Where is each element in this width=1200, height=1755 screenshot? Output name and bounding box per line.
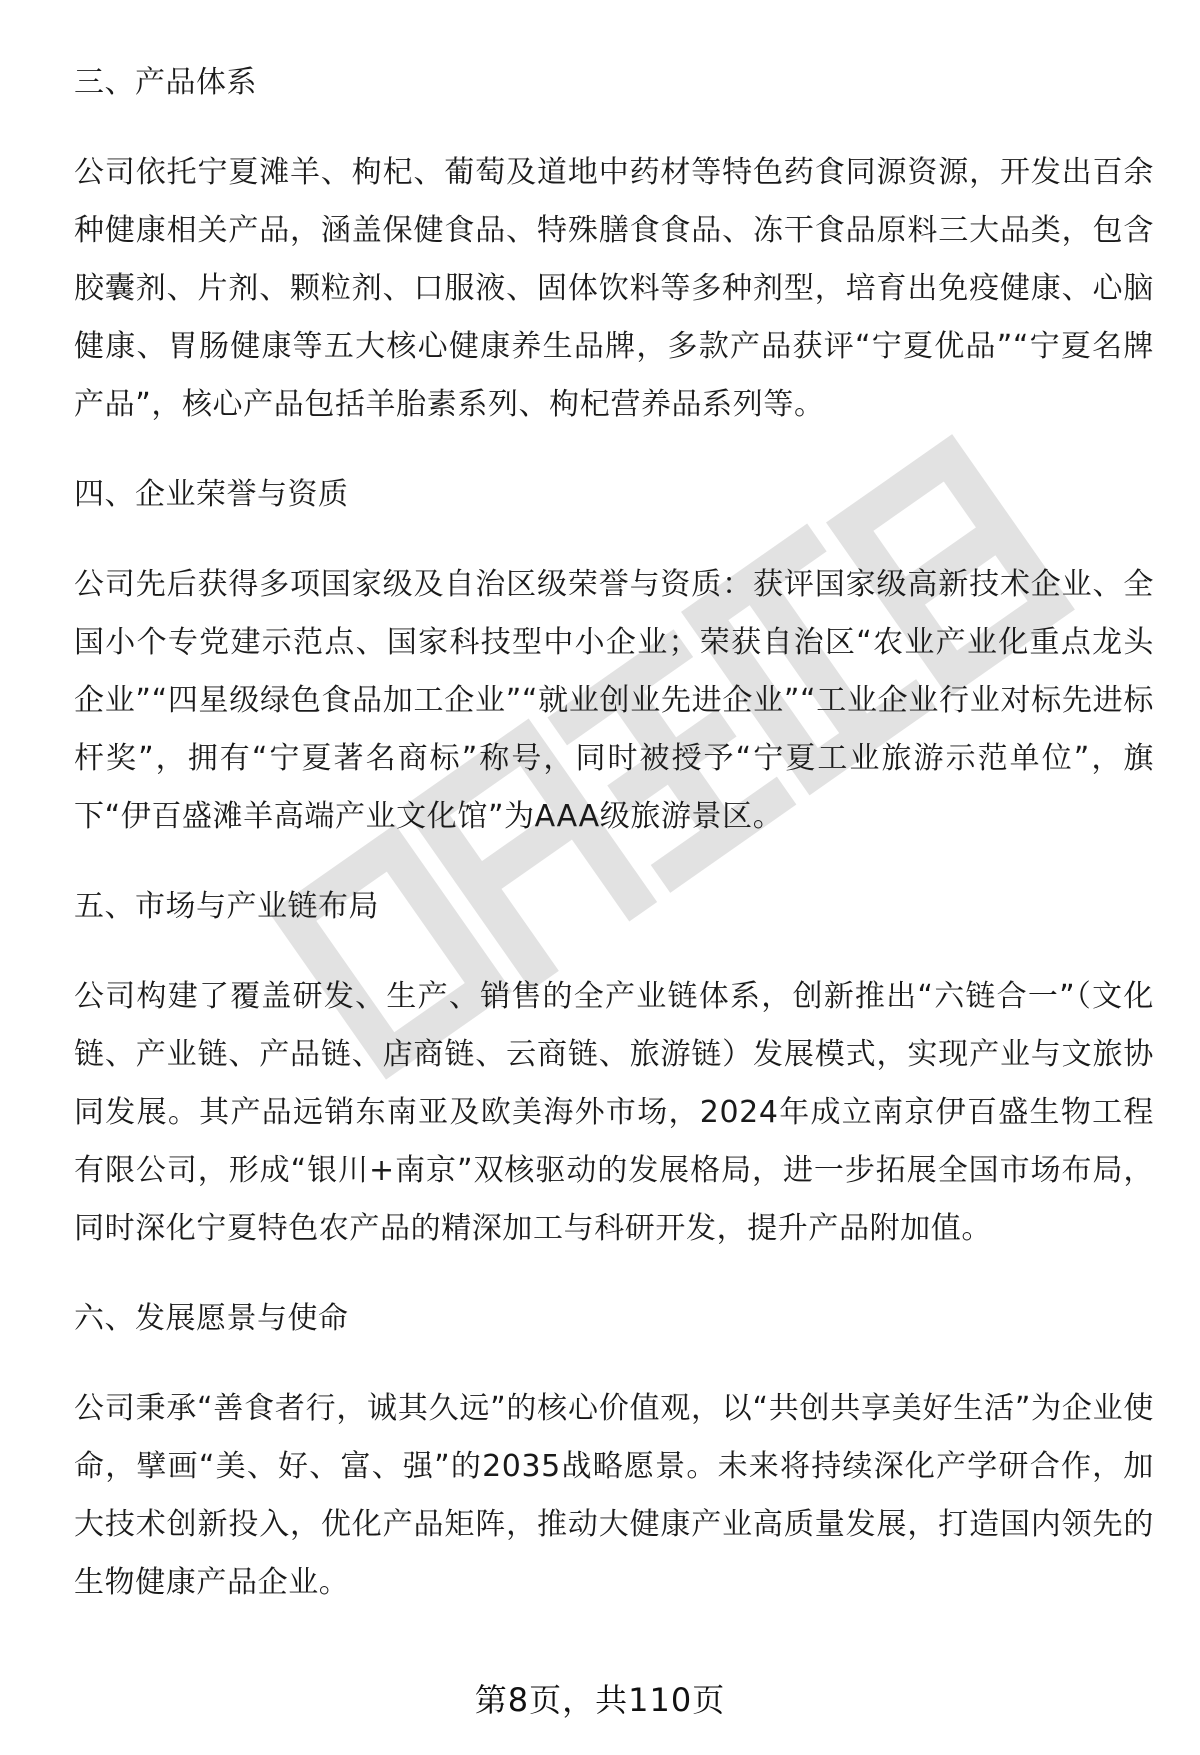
section-products <box>74 62 1154 434</box>
page-number: 第8页，共110页 <box>474 1681 726 1719</box>
section-vision <box>74 1298 1154 1612</box>
document-body <box>74 62 1154 1652</box>
section-market <box>74 886 1154 1258</box>
section-heading: 三、产品体系 <box>74 65 257 100</box>
section-heading: 四、企业荣誉与资质 <box>74 477 349 512</box>
section-paragraph: 公司依托宁夏滩羊、枸杞、葡萄及道地中药材等特色药食同源资源，开发出百余种健康相关产品，涵盖保健食品、特殊膳食食品、冻干食品原料三大品类，包含胶囊剂、片剂、颗粒剂、口服液、固体饮料等多种剂型，培育出免疫健康、心脑健康、胃肠健康等五大核心健康养生品牌，多款产品获评“宁夏优品”“宁夏名牌产品”，核心产品包括羊胎素系列、枸杞营养品系列等。 <box>74 155 1154 422</box>
section-heading: 五、市场与产业链布局 <box>74 889 379 924</box>
section-paragraph: 公司构建了覆盖研发、生产、销售的全产业链体系，创新推出“六链合一”（文化链、产业链、产品链、店商链、云商链、旅游链）发展模式，实现产业与文旅协同发展。其产品远销东南亚及欧美海外市场，2024年成立南京伊百盛生物工程有限公司，形成“银川+南京”双核驱动的发展格局，进一步拓展全国市场布局，同时深化宁夏特色农产品的精深加工与科研开发，提升产品附加值。 <box>74 979 1154 1246</box>
section-paragraph: 公司秉承“善食者行，诚其久远”的核心价值观，以“共创共享美好生活”为企业使命，擘画“美、好、富、强”的2035战略愿景。未来将持续深化产学研合作，加大技术创新投入，优化产品矩阵，推动大健康产业高质量发展，打造国内领先的生物健康产品企业。 <box>74 1391 1154 1600</box>
section-paragraph: 公司先后获得多项国家级及自治区级荣誉与资质：获评国家级高新技术企业、全国小个专党建示范点、国家科技型中小企业；荣获自治区“农业产业化重点龙头企业”“四星级绿色食品加工企业”“就业创业先进企业”“工业企业行业对标先进标杆奖”，拥有“宁夏著名商标”称号，同时被授予“宁夏工业旅游示范单位”，旗下“伊百盛滩羊高端产业文化馆”为AAA级旅游景区。 <box>74 567 1154 834</box>
section-heading: 六、发展愿景与使命 <box>74 1301 349 1336</box>
section-honors <box>74 474 1154 846</box>
